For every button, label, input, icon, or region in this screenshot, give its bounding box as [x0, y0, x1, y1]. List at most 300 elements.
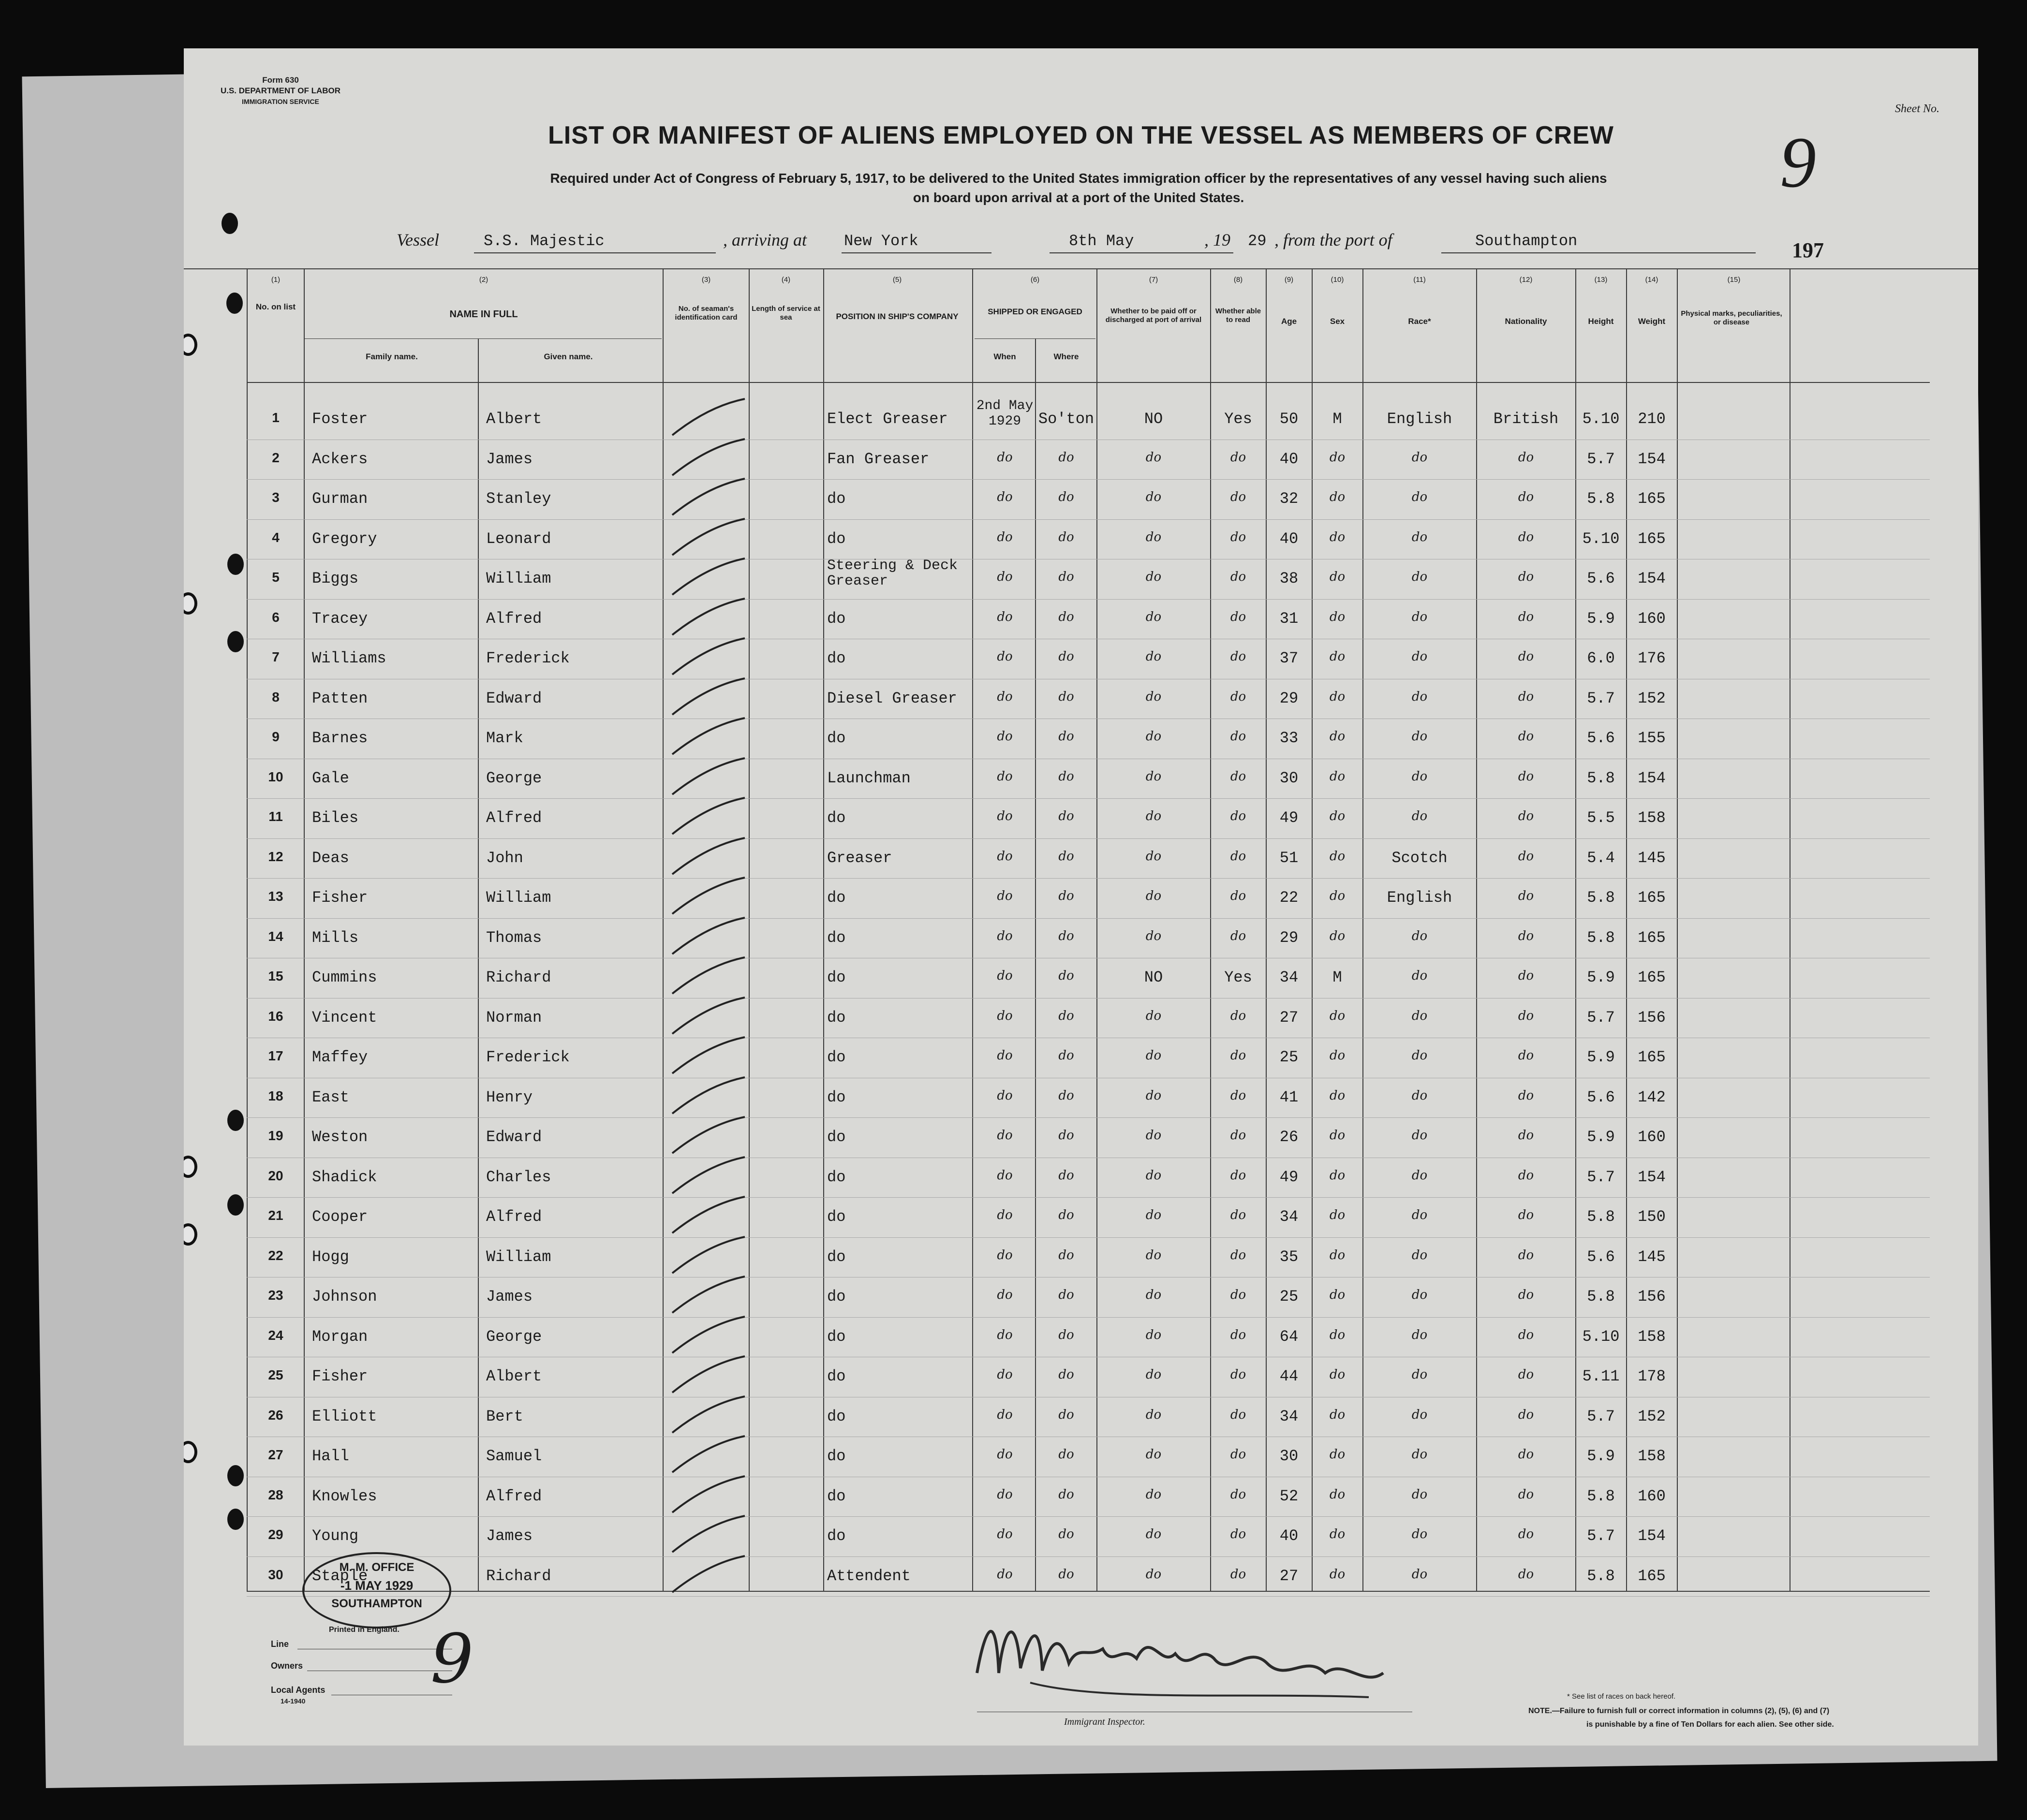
cell-paid: do	[1145, 1367, 1162, 1382]
cell-when: do	[997, 1567, 1013, 1582]
cell-where: do	[1058, 689, 1074, 704]
cell-no: 15	[268, 969, 283, 983]
cell-when: do	[997, 1367, 1013, 1382]
table-bottom-border	[247, 1591, 1930, 1592]
cell-when: do	[997, 1088, 1013, 1103]
cell-family: Hall	[312, 1447, 349, 1465]
cell-position: Greaser	[827, 849, 892, 867]
cell-read: do	[1230, 1487, 1246, 1502]
local-agents-label: Local Agents	[271, 1685, 326, 1695]
cell-no: 9	[272, 729, 280, 744]
form-code: 14-1940	[281, 1697, 306, 1705]
cell-paid: do	[1145, 1208, 1162, 1222]
cell-no: 17	[268, 1048, 283, 1063]
cell-sex: do	[1329, 689, 1346, 704]
cell-family: Johnson	[312, 1288, 377, 1306]
cell-weight: 165	[1638, 889, 1666, 907]
cell-race: do	[1411, 1327, 1428, 1342]
cell-paid: do	[1145, 450, 1162, 465]
cell-weight: 156	[1638, 1008, 1666, 1027]
cell-position: do	[827, 529, 846, 548]
check-stroke-icon	[667, 1194, 750, 1238]
cell-race: do	[1411, 769, 1428, 784]
cell-where: do	[1058, 1288, 1074, 1302]
cell-paid: NO	[1144, 969, 1163, 986]
column-number: (1)	[271, 276, 281, 284]
cell-race: do	[1411, 1248, 1428, 1262]
punch-hole-icon	[184, 1156, 197, 1178]
cell-family: Gregory	[312, 529, 377, 548]
cell-read: do	[1230, 1367, 1246, 1382]
cell-race: do	[1411, 490, 1428, 504]
cell-age: 40	[1279, 1527, 1299, 1545]
stamp-office: M. M. OFFICE	[339, 1561, 414, 1574]
cell-sex: M	[1332, 410, 1342, 428]
cell-read: do	[1230, 1168, 1246, 1183]
cell-nat: do	[1518, 1168, 1534, 1183]
cell-paid: do	[1145, 1527, 1162, 1541]
cell-position: do	[827, 1248, 846, 1266]
cell-family: Tracey	[312, 609, 368, 628]
vessel-label: Vessel	[397, 230, 439, 250]
cell-read: do	[1230, 689, 1246, 704]
cell-race: do	[1411, 1487, 1428, 1502]
cell-when: do	[997, 1527, 1013, 1541]
cell-age: 29	[1279, 928, 1299, 947]
cell-when: do	[997, 969, 1013, 983]
cell-given: Richard	[486, 969, 551, 986]
cell-sex: do	[1329, 1008, 1346, 1023]
punch-hole-icon	[227, 1509, 244, 1530]
cell-position: do	[827, 1367, 846, 1385]
cell-height: 5.9	[1587, 1447, 1615, 1465]
cell-paid: do	[1145, 1168, 1162, 1183]
cell-age: 37	[1279, 649, 1299, 667]
cell-race: do	[1411, 1407, 1428, 1422]
cell-paid: do	[1145, 809, 1162, 823]
check-stroke-icon	[667, 476, 750, 520]
cell-given: Alfred	[486, 1208, 542, 1226]
cell-no: 12	[268, 849, 283, 864]
line-label: Line	[271, 1639, 289, 1649]
cell-read: do	[1230, 1248, 1246, 1262]
cell-given: Thomas	[486, 928, 542, 947]
column-number: (5)	[892, 276, 902, 284]
cell-family: Knowles	[312, 1487, 377, 1505]
row-rule	[247, 1237, 1930, 1238]
cell-read: do	[1230, 769, 1246, 784]
cell-weight: 150	[1638, 1208, 1666, 1226]
cell-race: English	[1387, 410, 1452, 428]
cell-race: do	[1411, 689, 1428, 704]
cell-where: do	[1058, 849, 1074, 864]
cell-family: Fisher	[312, 889, 368, 907]
column-number: (11)	[1413, 276, 1426, 284]
cell-when: do	[997, 1288, 1013, 1302]
punch-hole-icon	[227, 1465, 244, 1486]
cell-sex: M	[1332, 969, 1342, 986]
cell-where: do	[1058, 1128, 1074, 1143]
cell-age: 52	[1279, 1487, 1299, 1505]
punch-hole-icon	[184, 334, 197, 356]
cell-height: 6.0	[1587, 649, 1615, 667]
check-stroke-icon	[667, 1155, 750, 1198]
cell-age: 44	[1279, 1367, 1299, 1385]
punch-hole-icon	[227, 1194, 244, 1216]
owners-label: Owners	[271, 1661, 303, 1671]
cell-family: Weston	[312, 1128, 368, 1146]
cell-where: do	[1058, 1487, 1074, 1502]
cell-height: 5.8	[1587, 1487, 1615, 1505]
column-number: (2)	[479, 276, 488, 284]
cell-no: 8	[272, 689, 280, 705]
printed-in-england: Printed in England.	[329, 1626, 399, 1634]
cell-read: do	[1230, 1008, 1246, 1023]
cell-when: do	[997, 1447, 1013, 1462]
punch-hole-icon	[227, 1110, 244, 1131]
cell-where: do	[1058, 1327, 1074, 1342]
cell-nat: do	[1518, 1407, 1534, 1422]
cell-weight: 154	[1638, 1168, 1666, 1186]
cell-position: Attendent	[827, 1567, 911, 1585]
cell-position: do	[827, 729, 846, 747]
cell-paid: do	[1145, 649, 1162, 664]
cell-nat: do	[1518, 809, 1534, 823]
cell-sex: do	[1329, 1327, 1346, 1342]
table-column-rule	[1312, 268, 1313, 1591]
cell-read: do	[1230, 490, 1246, 504]
cell-race: do	[1411, 570, 1428, 584]
cell-given: George	[486, 769, 542, 787]
row-rule	[247, 918, 1930, 919]
form-number: Form 630	[262, 75, 299, 85]
table-column-rule	[1476, 268, 1477, 1591]
column-number: (14)	[1645, 276, 1658, 284]
cell-weight: 165	[1638, 928, 1666, 947]
form-info	[213, 75, 348, 107]
cell-weight: 158	[1638, 1447, 1666, 1465]
punch-hole-icon	[226, 293, 243, 314]
cell-sex: do	[1329, 849, 1346, 864]
check-stroke-icon	[667, 1115, 750, 1158]
cell-read: do	[1230, 1128, 1246, 1143]
cell-sex: do	[1329, 1407, 1346, 1422]
cell-family: Fisher	[312, 1367, 368, 1385]
cell-position: do	[827, 649, 846, 667]
cell-sex: do	[1329, 729, 1346, 744]
cell-height: 5.11	[1582, 1367, 1620, 1385]
cell-weight: 165	[1638, 490, 1666, 508]
table-column-rule	[1210, 268, 1211, 1591]
cell-race: do	[1411, 1088, 1428, 1103]
cell-age: 41	[1279, 1088, 1299, 1106]
table-top-border	[184, 268, 1978, 269]
year-suffix: 29	[1248, 232, 1267, 250]
cell-race: do	[1411, 450, 1428, 465]
cell-race: do	[1411, 1008, 1428, 1023]
check-stroke-icon	[667, 955, 750, 998]
cell-nat: do	[1518, 1208, 1534, 1222]
cell-no: 16	[268, 1008, 283, 1024]
cell-when: do	[997, 849, 1013, 864]
cell-when: do	[997, 889, 1013, 903]
cell-where: do	[1058, 1567, 1074, 1582]
cell-no: 4	[272, 529, 280, 545]
cell-family: Mills	[312, 928, 359, 947]
check-stroke-icon	[667, 636, 750, 679]
cell-family: Hogg	[312, 1248, 349, 1266]
check-stroke-icon	[667, 1035, 750, 1078]
col-header-shipped: SHIPPED OR ENGAGED	[988, 307, 1082, 316]
cell-race: do	[1411, 809, 1428, 823]
cell-position: do	[827, 928, 846, 947]
check-stroke-icon	[667, 1234, 750, 1278]
cell-where: do	[1058, 609, 1074, 624]
cell-no: 18	[268, 1088, 283, 1103]
cell-nat: do	[1518, 889, 1534, 903]
column-number: (4)	[781, 276, 791, 284]
cell-weight: 145	[1638, 1248, 1666, 1266]
col-header-when: When	[993, 352, 1016, 361]
stamped-number: 197	[1792, 238, 1824, 262]
cell-given: William	[486, 889, 551, 907]
cell-weight: 165	[1638, 969, 1666, 986]
cell-given: Alfred	[486, 609, 542, 628]
table-column-rule	[1626, 268, 1627, 1591]
service-label: IMMIGRATION SERVICE	[242, 98, 319, 105]
cell-when: 2nd May 1929	[976, 398, 1034, 429]
cell-age: 29	[1279, 689, 1299, 707]
cell-race: Scotch	[1391, 849, 1448, 867]
cell-age: 30	[1279, 769, 1299, 787]
cell-race: do	[1411, 969, 1428, 983]
cell-no: 2	[272, 450, 280, 465]
col-header-marks: Physical marks, peculiarities, or disease	[1681, 309, 1782, 326]
check-stroke-icon	[667, 1354, 750, 1397]
stamp-date: -1 MAY 1929	[340, 1578, 414, 1593]
cell-weight: 145	[1638, 849, 1666, 867]
cell-weight: 152	[1638, 1407, 1666, 1425]
cell-weight: 154	[1638, 769, 1666, 787]
cell-nat: do	[1518, 1248, 1534, 1262]
cell-sex: do	[1329, 1367, 1346, 1382]
cell-when: do	[997, 689, 1013, 704]
cell-no: 28	[268, 1487, 283, 1502]
column-number: (8)	[1233, 276, 1243, 284]
cell-given: Stanley	[486, 490, 551, 508]
cell-weight: 158	[1638, 809, 1666, 827]
cell-nat: do	[1518, 1048, 1534, 1063]
table-column-rule	[823, 268, 824, 1591]
col-header-name: NAME IN FULL	[449, 309, 518, 320]
cell-when: do	[997, 609, 1013, 624]
check-stroke-icon	[667, 756, 750, 799]
check-stroke-icon	[667, 795, 750, 839]
cell-position: do	[827, 969, 846, 986]
name-subheader-line	[304, 338, 662, 339]
cell-given: Mark	[486, 729, 523, 747]
cell-given: Edward	[486, 1128, 542, 1146]
cell-family: Young	[312, 1527, 359, 1545]
punch-hole-icon	[184, 1441, 197, 1463]
cell-race: do	[1411, 1527, 1428, 1541]
cell-family: Biggs	[312, 570, 359, 587]
cell-position: Elect Greaser	[827, 410, 948, 428]
cell-position: do	[827, 889, 846, 907]
cell-sex: do	[1329, 1487, 1346, 1502]
cell-age: 30	[1279, 1447, 1299, 1465]
cell-height: 5.7	[1587, 1168, 1615, 1186]
cell-given: Albert	[486, 410, 542, 428]
cell-nat: do	[1518, 1487, 1534, 1502]
cell-sex: do	[1329, 570, 1346, 584]
cell-height: 5.8	[1587, 490, 1615, 508]
cell-position: do	[827, 1327, 846, 1346]
cell-height: 5.8	[1587, 1208, 1615, 1226]
cell-given: James	[486, 1288, 533, 1306]
cell-weight: 160	[1638, 609, 1666, 628]
cell-paid: do	[1145, 889, 1162, 903]
cell-when: do	[997, 1048, 1013, 1063]
col-header-paid-off: Whether to be paid off or discharged at port of arrival	[1105, 307, 1202, 324]
cell-nat: do	[1518, 1527, 1534, 1541]
check-stroke-icon	[667, 1075, 750, 1118]
cell-race: do	[1411, 729, 1428, 744]
cell-weight: 160	[1638, 1128, 1666, 1146]
subtitle-line-1: Required under Act of Congress of February 5, 1917, to be delivered to the United States immigration officer by the representatives of any vessel having such aliens	[550, 171, 1607, 186]
column-number: (7)	[1149, 276, 1158, 284]
cell-where: do	[1058, 570, 1074, 584]
cell-height: 5.9	[1587, 969, 1615, 986]
col-header-where: Where	[1053, 352, 1079, 361]
cell-race: do	[1411, 1567, 1428, 1582]
cell-age: 34	[1279, 1407, 1299, 1425]
table-column-rule	[1266, 268, 1267, 1591]
punch-hole-icon	[222, 213, 238, 234]
cell-when: do	[997, 928, 1013, 943]
cell-position: Diesel Greaser	[827, 689, 957, 707]
cell-family: Barnes	[312, 729, 368, 747]
column-number: (13)	[1594, 276, 1608, 284]
fine-note-line-1: NOTE.—Failure to furnish full or correct information in columns (2), (5), (6) and (7)	[1528, 1707, 1830, 1715]
cell-read: do	[1230, 1327, 1246, 1342]
cell-no: 20	[268, 1168, 283, 1183]
col-header-id-card: No. of seaman's identification card	[675, 305, 738, 322]
cell-where: do	[1058, 1168, 1074, 1183]
cell-position: do	[827, 1128, 846, 1146]
cell-race: do	[1411, 1128, 1428, 1143]
cell-sex: do	[1329, 1527, 1346, 1541]
cell-no: 29	[268, 1527, 283, 1542]
check-stroke-icon	[667, 596, 750, 640]
cell-weight: 165	[1638, 1567, 1666, 1585]
cell-given: John	[486, 849, 523, 867]
cell-when: do	[997, 1008, 1013, 1023]
cell-nat: do	[1518, 1128, 1534, 1143]
cell-age: 22	[1279, 889, 1299, 907]
cell-no: 3	[272, 490, 280, 505]
cell-given: Alfred	[486, 809, 542, 827]
cell-no: 1	[272, 410, 280, 425]
cell-when: do	[997, 1407, 1013, 1422]
cell-paid: do	[1145, 1487, 1162, 1502]
cell-paid: NO	[1144, 410, 1163, 428]
cell-position: do	[827, 1527, 846, 1545]
cell-age: 34	[1279, 969, 1299, 986]
check-stroke-icon	[667, 1274, 750, 1318]
cell-where: do	[1058, 1367, 1074, 1382]
cell-height: 5.8	[1587, 1288, 1615, 1306]
cell-nat: do	[1518, 490, 1534, 504]
cell-given: Richard	[486, 1567, 551, 1585]
cell-paid: do	[1145, 1048, 1162, 1063]
col-header-race: Race*	[1408, 317, 1431, 326]
row-rule	[247, 1197, 1930, 1198]
sheet-number-handwritten: 9	[1780, 122, 1816, 203]
row-rule	[247, 838, 1930, 839]
cell-no: 25	[268, 1367, 283, 1382]
cell-family: Vincent	[312, 1008, 377, 1027]
cell-race: do	[1411, 609, 1428, 624]
cell-where: do	[1058, 1208, 1074, 1222]
cell-paid: do	[1145, 1088, 1162, 1103]
cell-height: 5.10	[1582, 410, 1620, 428]
cell-paid: do	[1145, 689, 1162, 704]
cell-family: Shadick	[312, 1168, 377, 1186]
cell-given: Alfred	[486, 1487, 542, 1505]
cell-sex: do	[1329, 1128, 1346, 1143]
cell-where: do	[1058, 1248, 1074, 1262]
cell-family: Staple	[312, 1567, 368, 1585]
cell-when: do	[997, 1487, 1013, 1502]
cell-where: do	[1058, 1088, 1074, 1103]
cell-nat: do	[1518, 1327, 1534, 1342]
cell-position: do	[827, 1407, 846, 1425]
cell-race: English	[1387, 889, 1452, 907]
cell-weight: 178	[1638, 1367, 1666, 1385]
check-stroke-icon	[667, 1554, 750, 1597]
cell-read: do	[1230, 928, 1246, 943]
cell-race: do	[1411, 1048, 1428, 1063]
cell-paid: do	[1145, 570, 1162, 584]
cell-read: Yes	[1224, 410, 1252, 428]
cell-no: 26	[268, 1407, 283, 1423]
cell-paid: do	[1145, 928, 1162, 943]
cell-nat: do	[1518, 849, 1534, 864]
cell-sex: do	[1329, 1208, 1346, 1222]
cell-family: Morgan	[312, 1327, 368, 1346]
col-header-sex: Sex	[1330, 317, 1345, 326]
col-header-weight: Weight	[1638, 317, 1666, 326]
cell-age: 33	[1279, 729, 1299, 747]
row-rule	[247, 1317, 1930, 1318]
cell-paid: do	[1145, 609, 1162, 624]
cell-given: Henry	[486, 1088, 533, 1106]
cell-weight: 142	[1638, 1088, 1666, 1106]
cell-when: do	[997, 1128, 1013, 1143]
cell-read: do	[1230, 1567, 1246, 1582]
cell-where: do	[1058, 769, 1074, 784]
col-header-no: No. on list	[255, 302, 296, 311]
cell-weight: 155	[1638, 729, 1666, 747]
cell-read: do	[1230, 609, 1246, 624]
cell-read: do	[1230, 1527, 1246, 1541]
cell-read: Yes	[1224, 969, 1252, 986]
check-stroke-icon	[667, 915, 750, 959]
cell-where: do	[1058, 1447, 1074, 1462]
cell-when: do	[997, 729, 1013, 744]
col-header-family: Family name.	[366, 352, 418, 361]
